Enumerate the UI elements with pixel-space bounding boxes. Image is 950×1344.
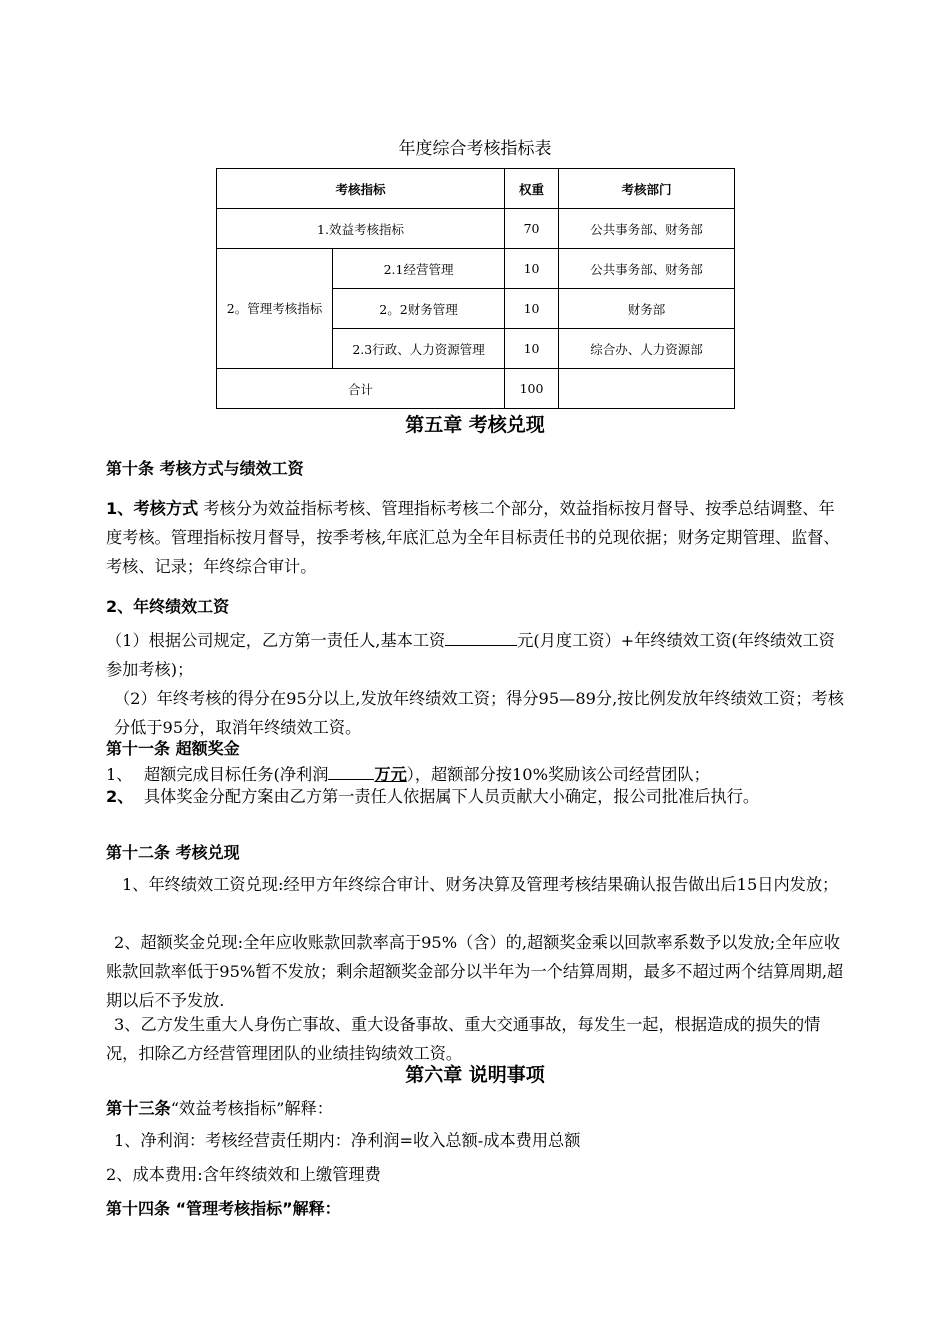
- cell-indicator: 1.效益考核指标: [217, 209, 505, 249]
- header-indicator: 考核指标: [217, 169, 505, 209]
- para-text: ），超额部分按10%奖励该公司经营团队；: [406, 765, 710, 784]
- cell-total-weight: 100: [505, 369, 559, 409]
- article-10-para-2a: [106, 626, 850, 684]
- article-12-para-1: 1、年终绩效工资兑现:经甲方年终综合审计、财务决算及管理考核结果确认报告做出后15日内发放；: [122, 875, 839, 894]
- cell-group-label: 2。管理考核指标: [217, 249, 333, 369]
- article-13-title: [106, 1094, 850, 1123]
- cell-indicator: 2.1经营管理: [333, 249, 505, 289]
- cell-weight: 10: [505, 289, 559, 329]
- article-14-title: 第十四条 “管理考核指标”解释：: [106, 1199, 341, 1218]
- article-10-para-1: [106, 494, 850, 581]
- para-text: 元(月度工资）+年终绩效工资(年终绩效工资参加考核)；: [106, 631, 835, 679]
- article-11-title: 第十一条 超额奖金: [106, 739, 240, 758]
- salary-blank: [445, 629, 517, 646]
- para-text: 具体奖金分配方案由乙方第一责任人依据属下人员贡献大小确定，报公司批准后执行。: [144, 787, 760, 806]
- profit-blank: [328, 763, 374, 780]
- table-total-row: [217, 369, 735, 409]
- chapter-5-title: 第五章 考核兑现: [405, 414, 545, 436]
- article-10-sub-2-title: 2、年终绩效工资: [106, 597, 230, 616]
- cell-indicator: 2。2财务管理: [333, 289, 505, 329]
- article-12-para-2: 2、超额奖金兑现:全年应收账款回款率高于95%（含）的,超额奖金乘以回款率系数予以发放;全年应收账款回款率低于95%暂不发放；剩余超额奖金部分以半年为一个结算周期，最多不超过两个结算周期,超期以后不予发放.: [106, 933, 844, 1010]
- cell-dept: 公共事务部、财务部: [559, 209, 735, 249]
- cell-indicator: 2.3行政、人力资源管理: [333, 329, 505, 369]
- article-10-title: 第十条 考核方式与绩效工资: [106, 459, 304, 478]
- table-row: [217, 209, 735, 249]
- item-number: 2、: [106, 787, 134, 806]
- cell-weight: 10: [505, 329, 559, 369]
- cell-dept: 综合办、人力资源部: [559, 329, 735, 369]
- cell-dept: 财务部: [559, 289, 735, 329]
- para-text: 超额完成目标任务(净利润: [144, 765, 329, 784]
- article-number: 第十三条: [106, 1099, 171, 1118]
- cell-dept: 公共事务部、财务部: [559, 249, 735, 289]
- article-title-rest: “效益考核指标”解释：: [170, 1099, 333, 1118]
- assessment-table: [216, 168, 735, 409]
- para-text: 考核分为效益指标考核、管理指标考核二个部分，效益指标按月督导、按季总结调整、年度考核。管理指标按月督导，按季考核,年底汇总为全年目标责任书的兑现依据；财务定期管理、监督、考核、记录；年终综合审计。: [106, 499, 840, 576]
- cell-weight: 10: [505, 249, 559, 289]
- para-label: 1、考核方式: [106, 499, 199, 518]
- article-11-item-2: [106, 782, 850, 811]
- article-13-para-1: 1、净利润：考核经营责任期内：净利润=收入总额-成本费用总额: [114, 1131, 581, 1150]
- cell-total-label: 合计: [217, 369, 505, 409]
- header-dept: 考核部门: [559, 169, 735, 209]
- article-13-para-2: 2、成本费用:含年终绩效和上缴管理费: [106, 1165, 381, 1184]
- article-12-title: 第十二条 考核兑现: [106, 843, 240, 862]
- header-weight: 权重: [505, 169, 559, 209]
- article-12-para-3: 3、乙方发生重大人身伤亡事故、重大设备事故、重大交通事故，每发生一起，根据造成的损失的情况，扣除乙方经营管理团队的业绩挂钩绩效工资。: [106, 1015, 821, 1063]
- item-number: 1、: [106, 765, 133, 784]
- unit-text: 万元: [374, 765, 407, 784]
- table-row: [217, 249, 735, 289]
- para-text: （1）根据公司规定，乙方第一责任人,基本工资: [106, 631, 446, 650]
- cell-weight: 70: [505, 209, 559, 249]
- cell-total-dept: [559, 369, 735, 409]
- table-header-row: [217, 169, 735, 209]
- table-caption: 年度综合考核指标表: [398, 139, 552, 159]
- chapter-6-title: 第六章 说明事项: [405, 1064, 545, 1086]
- article-10-para-2b: （2）年终考核的得分在95分以上,发放年终绩效工资；得分95—89分,按比例发放年终绩效工资；考核分低于95分，取消年终绩效工资。: [114, 689, 844, 737]
